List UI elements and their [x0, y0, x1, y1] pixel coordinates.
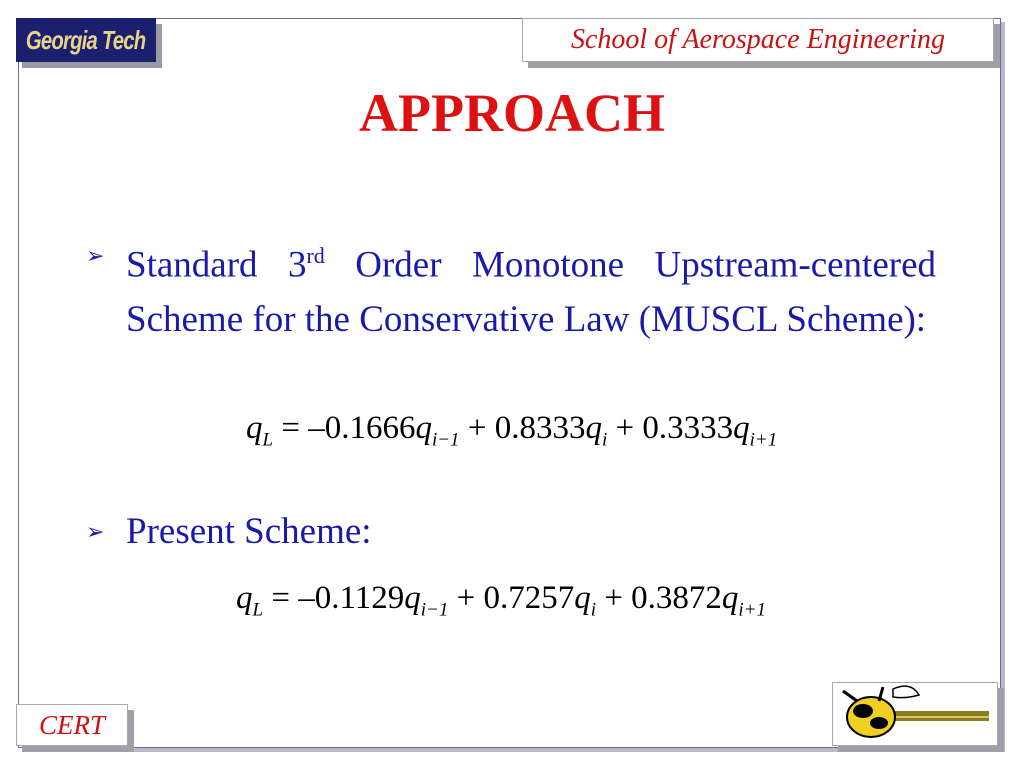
bullet-present-text: Present Scheme:	[126, 511, 372, 552]
eq-lhs: q	[246, 410, 263, 446]
eq-sub-1: i−1	[431, 429, 460, 451]
eq-sub-3: i+1	[738, 599, 766, 621]
eq-coef-3: 0.3872	[631, 580, 722, 616]
slide-title: APPROACH	[359, 83, 665, 143]
eq-sub-2: i	[601, 429, 608, 451]
eq-coef-2: 0.7257	[483, 580, 575, 616]
eq-coef-2: 0.8333	[494, 410, 586, 446]
school-label-box	[522, 18, 994, 62]
cert-label: CERT	[38, 709, 105, 740]
superscript: rd	[306, 243, 325, 268]
eq-lhs-sub: L	[262, 429, 274, 451]
bullet-text-part: Standard 3	[126, 244, 307, 286]
bullet-present	[86, 504, 936, 559]
eq-coef-1: 0.1666	[324, 410, 416, 446]
yellow-jacket-mascot-icon	[832, 682, 998, 746]
bullet-text-part: Order Monotone Upstream-centered Scheme for the Conservative Law (MUSCL Scheme):	[126, 244, 937, 341]
eq-sub-2: i	[590, 599, 596, 621]
logo-text: Georgia Tech	[26, 24, 146, 55]
eq-coef-1: 0.1129	[314, 580, 405, 616]
bullet-muscl-text	[126, 228, 936, 347]
bullet-arrow-icon: ➢	[86, 519, 105, 544]
eq-lhs: q	[236, 580, 253, 616]
eq-sub-3: i+1	[749, 429, 778, 451]
school-name: School of Aerospace Engineering	[570, 24, 946, 55]
eq-lhs-sub: L	[252, 599, 264, 621]
bullet-muscl	[86, 228, 936, 347]
eq-coef-3: 0.3333	[642, 410, 734, 446]
georgia-tech-logo	[16, 18, 156, 62]
cert-label-box	[16, 704, 128, 746]
eq-sub-1: i−1	[420, 599, 449, 621]
bullet-arrow-icon: ➢	[86, 243, 105, 268]
equation-present: $q_L = -0.1129q_{i-1} + 0.7257q_i + 0.3872q_{i+1}$	[236, 580, 766, 621]
equation-muscl: $q_L = -0.1666q_{i-1} + 0.8333q_i + 0.3333q_{i+1}$	[246, 410, 778, 451]
